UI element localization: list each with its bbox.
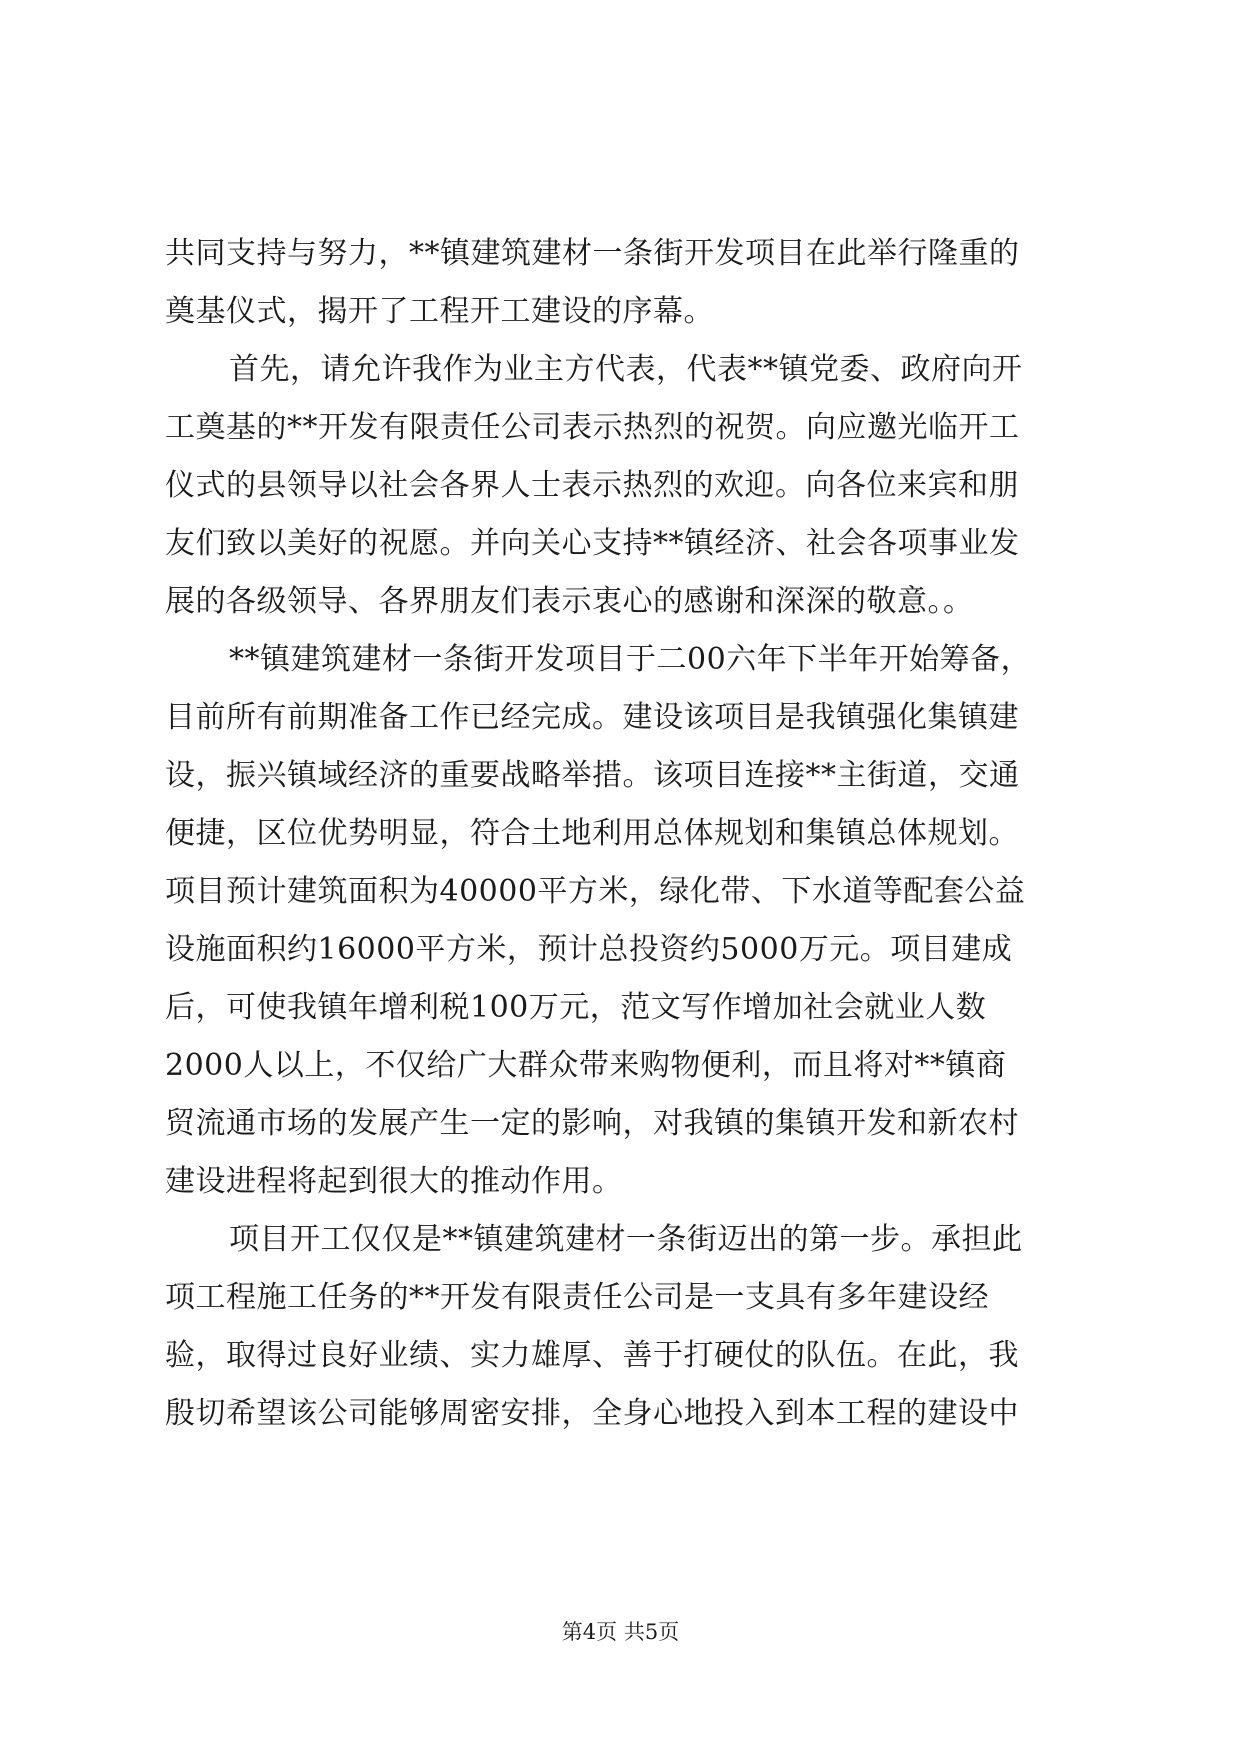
page-number-label: 第4页 共5页	[561, 1620, 680, 1644]
text-line: 仪式的县领导以社会各界人士表示热烈的欢迎。向各位来宾和朋	[165, 468, 1019, 503]
text-line: 验，取得过良好业绩、实力雄厚、善于打硬仗的队伍。在此，我	[165, 1338, 1019, 1373]
text-line: 项目预计建筑面积为40000平方米，绿化带、下水道等配套公益	[165, 874, 1026, 909]
text-line: 设施面积约16000平方米，预计总投资约5000万元。项目建成	[165, 932, 1013, 967]
text-line: 殷切希望该公司能够周密安排，全身心地投入到本工程的建设中	[165, 1396, 1019, 1431]
text-line: 贸流通市场的发展产生一定的影响，对我镇的集镇开发和新农村	[165, 1106, 1019, 1141]
text-line: 展的各级领导、各界朋友们表示衷心的感谢和深深的敬意。。	[165, 584, 974, 619]
text-line: 共同支持与努力，**镇建筑建材一条街开发项目在此举行隆重的	[165, 236, 1020, 271]
text-line: 奠基仪式，揭开了工程开工建设的序幕。	[165, 294, 714, 329]
text-line: 后，可使我镇年增利税100万元，范文写作增加社会就业人数	[165, 990, 987, 1025]
paragraph-first-line: **镇建筑建材一条街开发项目于二00六年下半年开始筹备，	[229, 642, 1032, 677]
paragraph-first-line: 首先，请允许我作为业主方代表，代表**镇党委、政府向开	[229, 352, 1023, 387]
text-line: 便捷，区位优势明显，符合土地利用总体规划和集镇总体规划。	[165, 816, 1019, 851]
text-line: 2000人以上，不仅给广大群众带来购物便利，而且将对**镇商	[165, 1048, 1007, 1083]
text-line: 友们致以美好的祝愿。并向关心支持**镇经济、社会各项事业发	[165, 526, 1020, 561]
paragraph-first-line: 项目开工仅仅是**镇建筑建材一条街迈出的第一步。承担此	[229, 1222, 1023, 1257]
text-line: 工奠基的**开发有限责任公司表示热烈的祝贺。向应邀光临开工	[165, 410, 1020, 445]
text-line: 建设进程将起到很大的推动作用。	[165, 1164, 623, 1199]
text-line: 项工程施工任务的**开发有限责任公司是一支具有多年建设经	[165, 1280, 989, 1315]
text-line: 设，振兴镇域经济的重要战略举措。该项目连接**主街道，交通	[165, 758, 1020, 793]
text-line: 目前所有前期准备工作已经完成。建设该项目是我镇强化集镇建	[165, 700, 1019, 735]
page-footer	[0, 1617, 1241, 1647]
document-body	[165, 225, 1085, 1443]
